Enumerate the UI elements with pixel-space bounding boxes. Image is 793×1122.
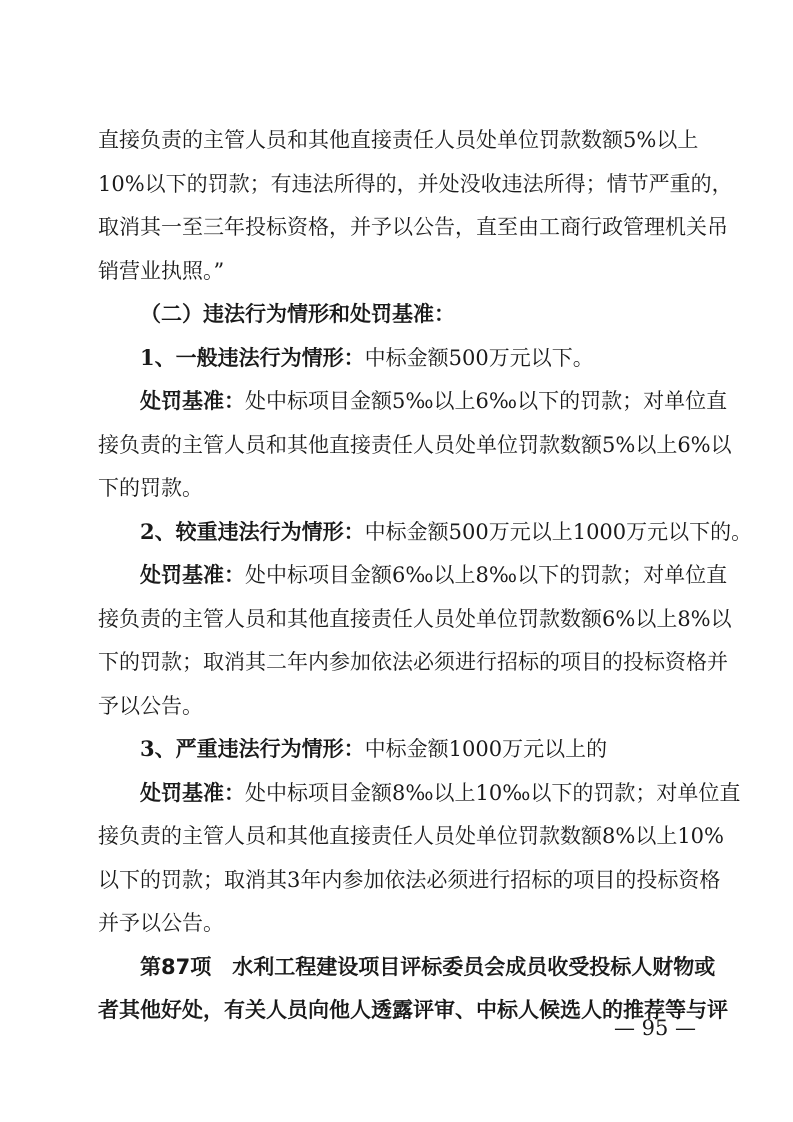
case2-title: 2、较重违法行为情形： (140, 519, 365, 544)
case2-penalty-line-1 (140, 561, 728, 589)
intro-line-1: 直接负责的主管人员和其他直接责任人员处单位罚款数额5%以上 (98, 128, 699, 152)
intro-line-2: 10%以下的罚款；有违法所得的，并处没收违法所得；情节严重的， (98, 172, 733, 196)
case3-penalty-label: 处罚基准： (140, 780, 245, 805)
intro-line-3: 取消其一至三年投标资格，并予以公告，直至由工商行政管理机关吊 (98, 215, 728, 239)
case2-penalty-line-3: 下的罚款；取消其二年内参加依法必须进行招标的项目的投标资格并 (98, 650, 728, 674)
case2-penalty-text-1: 处中标项目金额6‰以上8‰以下的罚款；对单位直 (245, 563, 728, 587)
case1-penalty-line-1 (140, 387, 728, 415)
case3-title-line (140, 735, 696, 763)
case3-penalty-text-1: 处中标项目金额8‰以上10‰以下的罚款；对单位直 (245, 781, 741, 805)
case3-penalty-line-3: 以下的罚款；取消其3年内参加依法必须进行招标的项目的投标资格 (98, 868, 721, 892)
page-number: — 95 — (613, 1016, 697, 1040)
case1-penalty-text-1: 处中标项目金额5‰以上6‰以下的罚款；对单位直 (245, 389, 728, 413)
item87-heading-line-2: 者其他好处，有关人员向他人透露评审、中标人候选人的推荐等与评 (98, 998, 728, 1022)
case1-penalty-line-3: 下的罚款。 (98, 476, 203, 500)
case3-penalty-line-2: 接负责的主管人员和其他直接责任人员处单位罚款数额8%以上10% (98, 824, 724, 848)
case2-penalty-line-2: 接负责的主管人员和其他直接责任人员处单位罚款数额6%以上8%以 (98, 607, 732, 631)
case2-penalty-label: 处罚基准： (140, 562, 245, 587)
section-heading: （二）违法行为情形和处罚基准： (140, 301, 455, 326)
item87-heading-line-1: 第87项 水利工程建设项目评标委员会成员收受投标人财物或 (140, 955, 716, 979)
case1-penalty-line-2: 接负责的主管人员和其他直接责任人员处单位罚款数额5%以上6%以 (98, 433, 732, 457)
case1-description: 中标金额500万元以下。 (364, 346, 594, 370)
case1-penalty-label: 处罚基准： (140, 388, 245, 413)
case1-title-line (140, 344, 696, 372)
case1-title: 1、一般违法行为情形： (140, 345, 365, 370)
case3-description: 中标金额1000万元以上的 (364, 737, 608, 761)
case3-penalty-line-4: 并予以公告。 (98, 911, 224, 935)
intro-line-4: 销营业执照。” (98, 259, 225, 283)
case2-description: 中标金额500万元以上1000万元以下的。 (364, 520, 753, 544)
case3-title: 3、严重违法行为情形： (140, 736, 365, 761)
case3-penalty-line-1 (140, 779, 741, 807)
case2-title-line (140, 518, 753, 546)
case2-penalty-line-4: 予以公告。 (98, 694, 203, 718)
